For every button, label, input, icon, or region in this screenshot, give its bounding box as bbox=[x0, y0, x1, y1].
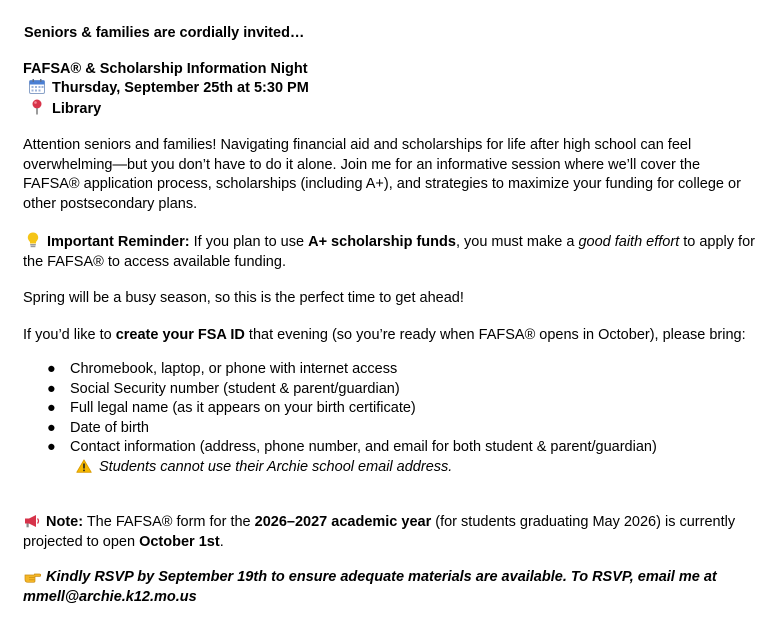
spring-paragraph: Spring will be a busy season, so this is the perfect time to get ahead! bbox=[23, 290, 464, 306]
bullet: ● bbox=[47, 439, 56, 455]
note-bold2: October 1st bbox=[139, 533, 220, 550]
list-item-text: Social Security number (student & parent/guardian) bbox=[70, 380, 400, 397]
list-item-text: Full legal name (as it appears on your birth certificate) bbox=[70, 400, 416, 416]
list-item-text: Date of birth bbox=[70, 419, 149, 436]
invite-line: Seniors & families are cordially invited… bbox=[24, 25, 305, 41]
list-item-text: Chromebook, laptop, or phone with internet access bbox=[70, 361, 398, 377]
note-text2: (for students graduating May 2026) is currently projected to open bbox=[23, 514, 736, 550]
list-item bbox=[47, 380, 760, 400]
event-date bbox=[23, 79, 760, 99]
fsa-text2: that evening (so you’re ready when FAFSA® opens in October), please bring: bbox=[244, 326, 746, 343]
event-date-text: Thursday, September 25th at 5:30 PM bbox=[52, 80, 309, 96]
note-bold1: 2026–2027 academic year bbox=[254, 514, 432, 530]
reminder-label: Important Reminder: bbox=[47, 234, 190, 250]
lightbulb-icon bbox=[24, 232, 42, 253]
bullet: ● bbox=[47, 419, 56, 436]
rsvp-paragraph bbox=[23, 568, 760, 607]
megaphone-icon bbox=[23, 513, 41, 533]
reminder-paragraph bbox=[23, 232, 760, 272]
bullet: ● bbox=[47, 380, 56, 397]
intro-paragraph: Attention seniors and families! Navigating financial aid and scholarships for life after high school can feel overwhelming—but you don’t have to do it alone. Join me for an informative session where we’ll cover the FAFSA® application process, scholarships (including A+), and strategies to maximize your funding for college or other postsecondary plans. bbox=[23, 137, 741, 212]
event-location bbox=[23, 99, 760, 120]
reminder-italic: good faith effort bbox=[578, 234, 680, 250]
bring-list bbox=[23, 360, 760, 458]
event-location-text: Library bbox=[52, 100, 102, 117]
bullet: ● bbox=[47, 400, 56, 416]
list-item bbox=[47, 419, 760, 439]
list-item bbox=[47, 438, 760, 458]
reminder-bold: A+ scholarship funds bbox=[308, 234, 456, 250]
rsvp-text: Kindly RSVP by September 19th to ensure adequate materials are available. To RSVP, email me at mmell@archie.k12.mo.us bbox=[23, 569, 717, 605]
reminder-text2: , you must make a bbox=[455, 234, 579, 250]
warning-line bbox=[23, 458, 760, 478]
note-label: Note: bbox=[46, 514, 84, 530]
pushpin-icon bbox=[28, 99, 46, 120]
bullet: ● bbox=[47, 361, 56, 377]
warning-icon bbox=[75, 458, 93, 478]
reminder-text1: If you plan to use bbox=[189, 234, 309, 250]
warning-text: Students cannot use their Archie school email address. bbox=[99, 458, 453, 475]
calendar-icon bbox=[28, 79, 46, 99]
note-paragraph bbox=[23, 513, 760, 552]
note-text3: . bbox=[219, 533, 224, 550]
fsa-bold: create your FSA ID bbox=[115, 326, 245, 343]
reminder-text3: to apply for the FAFSA® to access available funding. bbox=[23, 234, 755, 270]
fsa-text1: If you’d like to bbox=[23, 326, 116, 343]
list-item-text: Contact information (address, phone number, and email for both student & parent/guardian) bbox=[70, 439, 657, 455]
list-item bbox=[47, 360, 760, 380]
event-title: FAFSA® & Scholarship Information Night bbox=[23, 60, 308, 77]
list-item bbox=[47, 399, 760, 419]
note-text1: The FAFSA® form for the bbox=[83, 514, 255, 530]
pointing-hand-icon bbox=[23, 568, 41, 588]
fsa-paragraph bbox=[23, 326, 760, 346]
